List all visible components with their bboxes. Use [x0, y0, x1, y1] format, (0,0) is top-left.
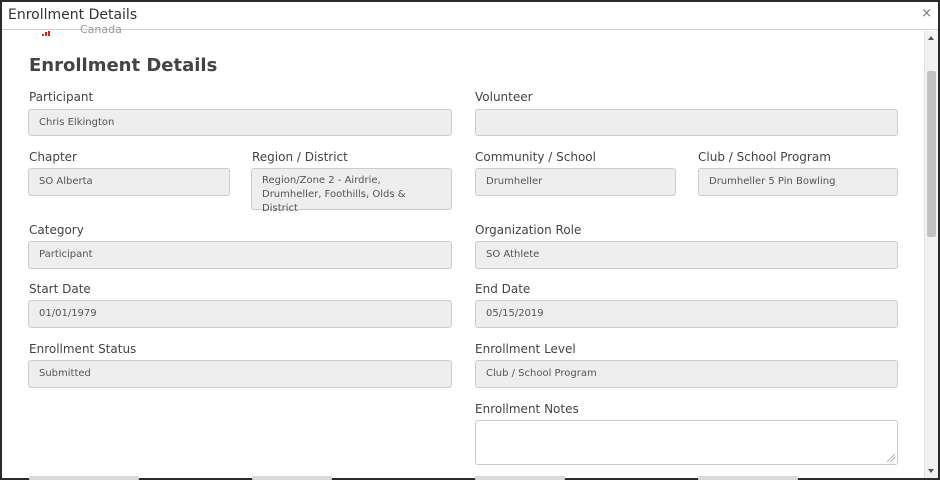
club-school-program-field[interactable]: Drumheller 5 Pin Bowling [698, 168, 898, 196]
region-district-label: Region / District [252, 150, 348, 164]
participant-label: Participant [29, 90, 94, 104]
enrollment-status-label: Enrollment Status [29, 342, 137, 356]
enrollment-notes-label: Enrollment Notes [475, 402, 579, 416]
chapter-field[interactable]: SO Alberta [28, 168, 230, 196]
resize-grip-icon[interactable] [887, 454, 895, 462]
scroll-up-arrow-icon[interactable] [928, 36, 934, 40]
category-label: Category [29, 223, 84, 237]
community-school-field[interactable]: Drumheller [475, 168, 676, 196]
vertical-scrollbar[interactable] [924, 31, 938, 478]
volunteer-field[interactable] [475, 109, 898, 136]
region-district-field[interactable]: Region/Zone 2 - Airdrie, Drumheller, Foothills, Olds & District [251, 168, 452, 210]
dialog-title: Enrollment Details [8, 7, 138, 23]
participant-field[interactable]: Chris Elkington [28, 109, 452, 136]
cutoff-label-2 [252, 476, 332, 480]
community-school-label: Community / School [475, 150, 596, 164]
club-school-program-label: Club / School Program [698, 150, 831, 164]
logo [42, 23, 122, 37]
scrollbar-thumb[interactable] [927, 71, 936, 237]
organization-role-field[interactable]: SO Athlete [475, 241, 898, 269]
enrollment-level-label: Enrollment Level [475, 342, 576, 356]
enrollment-level-field[interactable]: Club / School Program [475, 360, 898, 388]
chapter-label: Chapter [29, 150, 77, 164]
volunteer-label: Volunteer [475, 90, 533, 104]
end-date-label: End Date [475, 282, 531, 296]
dialog-content [2, 23, 924, 478]
start-date-field[interactable]: 01/01/1979 [28, 300, 452, 328]
cutoff-label-4 [698, 476, 798, 480]
cutoff-label-3 [475, 476, 565, 480]
category-field[interactable]: Participant [28, 241, 452, 269]
enrollment-notes-textarea[interactable] [475, 420, 898, 465]
cutoff-label-1 [29, 476, 139, 480]
page-title: Enrollment Details [29, 55, 218, 76]
organization-role-label: Organization Role [475, 223, 582, 237]
start-date-label: Start Date [29, 282, 91, 296]
enrollment-status-field[interactable]: Submitted [28, 360, 452, 388]
logo-bars-icon [42, 31, 54, 36]
end-date-field[interactable]: 05/15/2019 [475, 300, 898, 328]
scroll-down-arrow-icon[interactable] [928, 469, 934, 473]
close-icon[interactable]: × [921, 6, 932, 21]
dialog-titlebar [2, 2, 938, 30]
logo-text: Canada [80, 23, 122, 36]
